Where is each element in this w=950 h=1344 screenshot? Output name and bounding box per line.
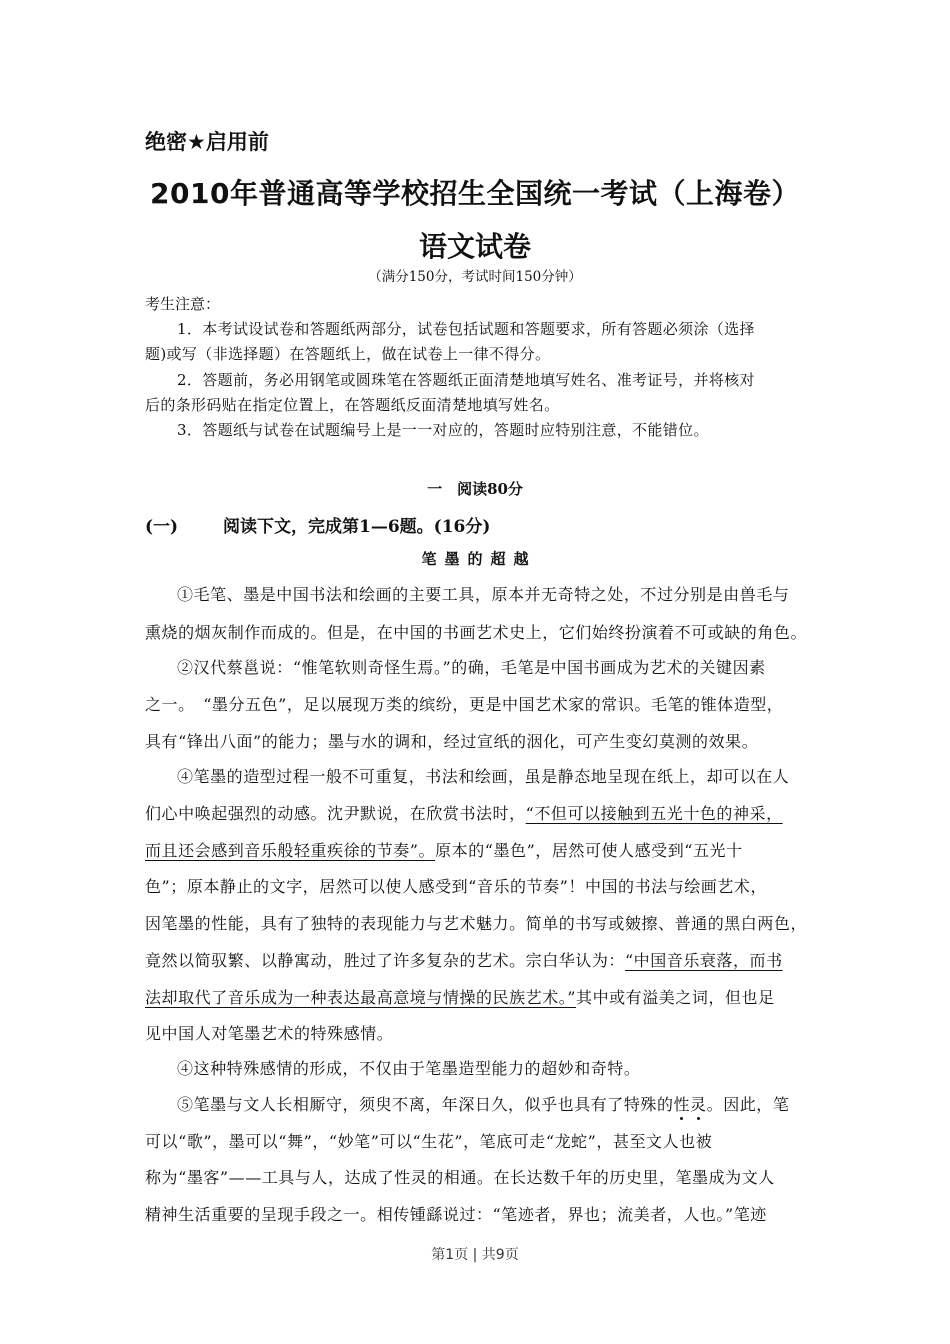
article-line <box>145 948 783 971</box>
underlined-quote: “不但可以接触到五光十色的神采， <box>525 804 783 823</box>
emphasis-char: 灵 <box>690 1095 707 1114</box>
underlined-quote: 而且还会感到音乐般轻重疾徐的节奏”。 <box>145 841 436 860</box>
article-line: 具有“锋出八面”的能力；墨与水的调和，经过宣纸的洇化，可产生变幻莫测的效果。 <box>145 732 759 751</box>
article-line: 精神生活重要的呈现手段之一。相传锺繇说过：“笔迹者，界也；流美者，人也。”笔迹 <box>145 1205 767 1224</box>
article-line: 可以“歌”，墨可以“舞”，“妙笔”可以“生花”，笔底可走“龙蛇”，甚至文人也被 <box>145 1132 713 1151</box>
article-text: ⑤笔墨与文人长相厮守，须臾不离，年深日久，似乎也具有了特殊的 <box>177 1095 674 1114</box>
exam-subtitle: 语文试卷 <box>418 230 531 263</box>
page-indicator: 第1页 | 共9页 <box>431 1247 519 1263</box>
part-instruction: 阅读下文，完成第1—6题。(16分) <box>223 517 491 537</box>
part-number: (一) <box>145 517 179 537</box>
underlined-quote: “中国音乐衰落，而书 <box>624 951 783 970</box>
notice-line: 题)或写（非选择题）在答题纸上，做在试卷上一律不得分。 <box>145 345 551 363</box>
article-line: 色”；原本静止的文字，居然可以使人感受到“音乐的节奏”！中国的书法与绘画艺术， <box>145 877 767 896</box>
notice-line: 2．答题前，务必用钢笔或圆珠笔在答题纸正面清楚地填写姓名、准考证号，并将核对 <box>177 371 755 389</box>
emphasis-char: 性 <box>673 1095 691 1114</box>
notice-line: 3．答题纸与试卷在试题编号上是一一对应的，答题时应特别注意，不能错位。 <box>177 421 709 439</box>
article-text: 们心中唤起强烈的动感。沈尹默说，在欣赏书法时， <box>145 804 526 823</box>
score-note: （满分150分，考试时间150分钟） <box>368 269 582 285</box>
article-title: 笔墨的超越 <box>421 550 537 568</box>
article-line: 见中国人对笔墨艺术的特殊感情。 <box>145 1024 394 1043</box>
article-line: ④笔墨的造型过程一般不可重复，书法和绘画，虽是静态地呈现在纸上，却可以在人 <box>177 767 790 786</box>
article-text: 原本的“墨色”，居然可使人感受到“五光十 <box>435 841 743 860</box>
article-line: 因笔墨的性能，具有了独特的表现能力与艺术魅力。简单的书写或皴擦、普通的黑白两色， <box>145 914 808 933</box>
article-text: 竟然以简驭繁、以静寓动，胜过了许多复杂的艺术。宗白华认为： <box>145 951 625 970</box>
article-line: 熏烧的烟灰制作而成的。但是，在中国的书画艺术史上，它们始终扮演着不可或缺的角色。 <box>145 623 808 642</box>
notice-line: 1．本考试设试卷和答题纸两部分，试卷包括试题和答题要求，所有答题必须涂（选择 <box>177 320 755 338</box>
exam-title: 2010年普通高等学校招生全国统一考试（上海卷） <box>150 177 800 210</box>
article-line: ②汉代蔡邕说：“惟笔软则奇怪生焉。”的确，毛笔是中国书画成为艺术的关键因素 <box>177 658 766 677</box>
article-line: 之一。 “墨分五色”，足以展现万类的缤纷，更是中国艺术家的常识。毛笔的锥体造型， <box>145 695 784 714</box>
article-line <box>145 801 783 824</box>
notice-line: 后的条形码贴在指定位置上，在答题纸反面清楚地填写姓名。 <box>145 396 560 414</box>
article-line: 称为“墨客”——工具与人，达成了性灵的相通。在长达数千年的历史里，笔墨成为文人 <box>145 1168 775 1187</box>
article-text: 。因此，笔 <box>706 1095 790 1114</box>
article-text: 其中或有溢美之词，但也足 <box>576 988 775 1007</box>
section-heading: 一 阅读80分 <box>427 480 523 498</box>
notice-heading: 考生注意： <box>145 295 221 313</box>
classification-label: 绝密★启用前 <box>145 130 269 154</box>
article-line <box>177 1092 789 1115</box>
underlined-quote: 法却取代了音乐成为一种表达最高意境与情操的民族艺术。” <box>145 988 577 1007</box>
article-line <box>145 985 775 1008</box>
part-heading <box>145 512 490 537</box>
article-line: ①毛笔、墨是中国书法和绘画的主要工具，原本并无奇特之处，不过分别是由兽毛与 <box>177 585 790 604</box>
article-line <box>145 838 743 861</box>
article-line: ④这种特殊感情的形成，不仅由于笔墨造型能力的超妙和奇特。 <box>177 1059 641 1078</box>
